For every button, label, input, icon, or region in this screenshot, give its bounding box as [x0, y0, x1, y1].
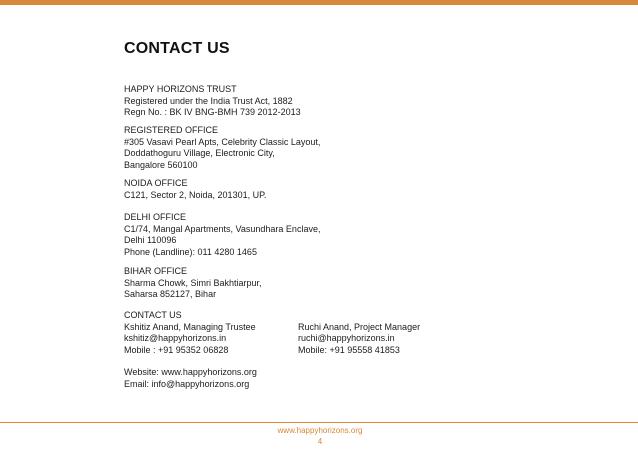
delhi-office-line1: C1/74, Mangal Apartments, Vasundhara Enclave, — [124, 223, 321, 234]
website-link[interactable]: Website: www.happyhorizons.org — [124, 367, 257, 377]
bihar-office-block — [124, 266, 262, 301]
trust-info-block — [124, 84, 301, 119]
footer-divider — [0, 422, 638, 423]
bihar-office-title: BIHAR OFFICE — [124, 266, 188, 276]
page-title: CONTACT US — [124, 40, 230, 57]
registered-office-line1: #305 Vasavi Pearl Apts, Celebrity Classic Layout, — [124, 136, 321, 147]
bihar-office-line2: Saharsa 852127, Bihar — [124, 289, 217, 300]
contact-person2-mobile: Mobile: +91 95558 41853 — [298, 344, 400, 355]
contact-title: CONTACT US — [124, 310, 182, 320]
contact-person1-mobile: Mobile : +91 95352 06828 — [124, 344, 229, 355]
trust-registration: Registered under the India Trust Act, 1882 — [124, 95, 293, 106]
registered-office-title: REGISTERED OFFICE — [124, 125, 219, 135]
delhi-office-line2: Delhi 110096 — [124, 235, 177, 246]
contact-person2-name: Ruchi Anand, Project Manager — [298, 321, 421, 332]
web-contact-block — [124, 367, 257, 390]
noida-office-title: NOIDA OFFICE — [124, 178, 188, 188]
contact-person1-name: Kshitiz Anand, Managing Trustee — [124, 321, 256, 332]
bihar-office-line1: Sharma Chowk, Simri Bakhtiarpur, — [124, 277, 262, 288]
contact-person1-email[interactable]: kshitiz@happyhorizons.in — [124, 333, 227, 344]
delhi-office-phone: Phone (Landline): 011 4280 1465 — [124, 246, 257, 257]
registered-office-line3: Bangalore 560100 — [124, 159, 198, 170]
info-email-link[interactable]: Email: info@happyhorizons.org — [124, 378, 250, 389]
registered-office-block — [124, 125, 320, 171]
trust-name: HAPPY HORIZONS TRUST — [124, 84, 237, 94]
trust-regn-number: Regn No. : BK IV BNG-BMH 739 2012-2013 — [124, 107, 301, 118]
contact-person1-block — [124, 310, 256, 356]
registered-office-line2: Doddathoguru Village, Electronic City, — [124, 148, 275, 159]
delhi-office-title: DELHI OFFICE — [124, 212, 187, 222]
delhi-office-block — [124, 212, 320, 258]
footer-url[interactable]: www.happyhorizons.org — [277, 426, 363, 435]
page-number: 4 — [317, 437, 323, 446]
noida-office-line1: C121, Sector 2, Noida, 201301, UP. — [124, 189, 267, 200]
noida-office-block — [124, 178, 266, 201]
contact-person2-email[interactable]: ruchi@happyhorizons.in — [298, 333, 395, 344]
contact-person2-block — [298, 322, 420, 357]
top-accent-bar — [0, 0, 638, 5]
